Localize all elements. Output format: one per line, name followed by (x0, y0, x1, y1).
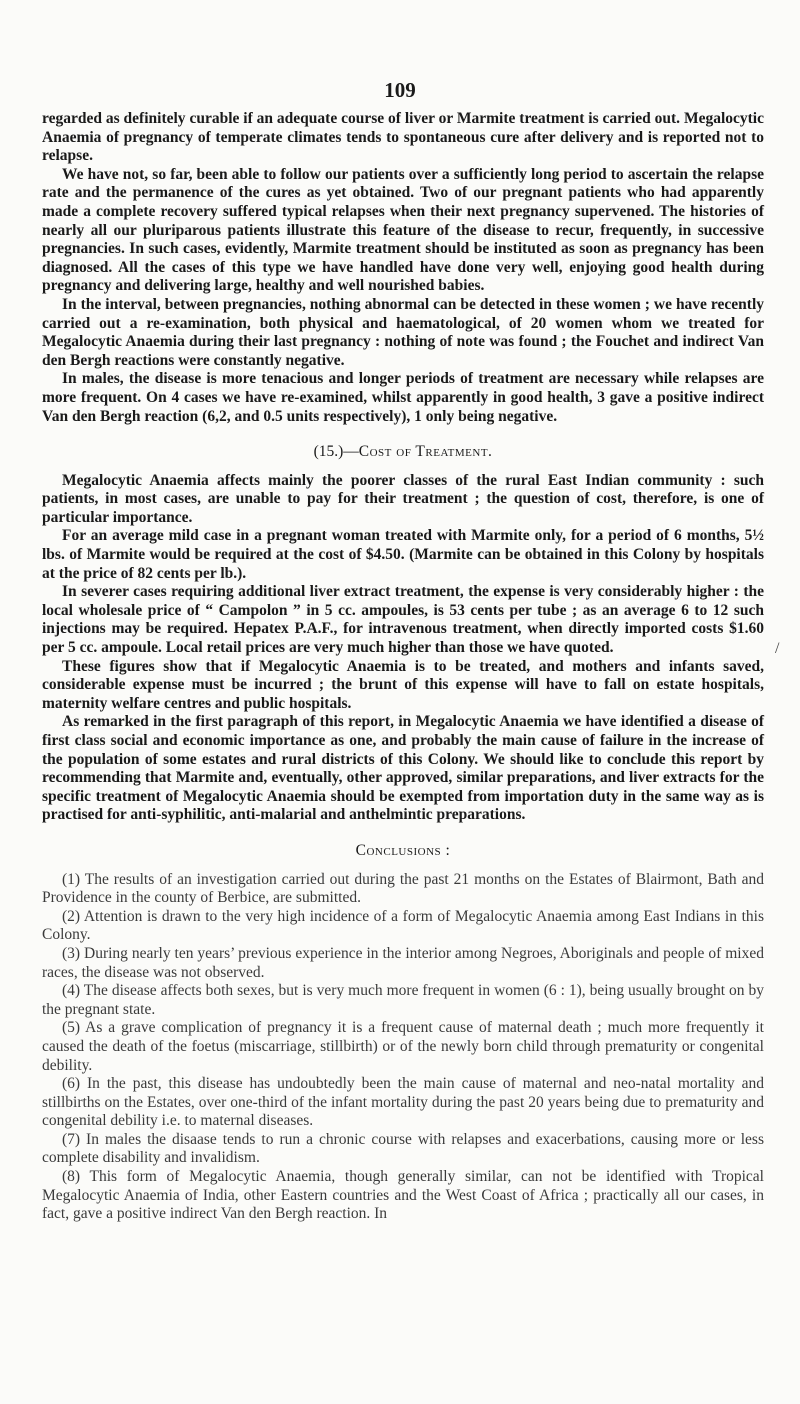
paragraph: As remarked in the first paragraph of this report, in Megalocytic Anaemia we have identified a disease of first class social and economic importance as one, and probably the main cause of failure in the increase of the population of some estates and rural districts of this Colony. We should like to conclude this report by recommending that Marmite and, eventually, other approved, similar preparations, and liver extracts for the specific treatment of Megalocytic Anaemia should be exempted from importation duty in the same way as is practised for anti-syphilitic, anti-malarial and anthelmintic preparations. (42, 713, 764, 824)
conclusion-item: (5) As a grave complication of pregnancy it is a frequent cause of maternal death ; much more frequently it caused the death of the foetus (miscarriage, stillbirth) or of the newly born child through prematurity or congenital debility. (42, 1019, 764, 1074)
page-number: 109 (384, 78, 416, 102)
opening-paragraphs (42, 110, 764, 426)
conclusion-item: (1) The results of an investigation carried out during the past 21 months on the Estates of Blairmont, Bath and Providence in the county of Berbice, are submitted. (42, 870, 764, 907)
conclusion-item: (2) Attention is drawn to the very high incidence of a form of Megalocytic Anaemia among East Indians in this Colony. (42, 907, 764, 944)
cost-paragraphs (42, 472, 764, 825)
paragraph: For an average mild case in a pregnant woman treated with Marmite only, for a period of 6 months, 5½ lbs. of Marmite would be required at the cost of $4.50. (Marmite can be obtained in this Colony by hospitals at the price of 82 cents per lb.). (42, 527, 764, 582)
section-title: Cost of Treatment. (358, 443, 493, 461)
paragraph: We have not, so far, been able to follow our patients over a sufficiently long period to ascertain the relapse rate and the permanence of the cures as yet obtained. Two of our pregnant patients who had apparently made a complete recovery suffered typical relapses when their next pregnancy supervened. The histories of nearly all our pluriparous patients illustrate this feature of the disease to recur, frequently, in successive pregnancies. In such cases, evidently, Marmite treatment should be instituted as soon as pregnancy has been diagnosed. All the cases of this type we have handled have done very well, enjoying good health during pregnancy and delivering large, healthy and well nourished babies. (42, 165, 764, 295)
page-body (42, 110, 764, 1224)
conclusions-list (42, 871, 764, 1224)
conclusion-item: (4) The disease affects both sexes, but is very much more frequent in women (6 : 1), being usually brought on by the pregnant state. (42, 982, 764, 1018)
conclusion-item: (8) This form of Megalocytic Anaemia, though generally similar, can not be identified with Tropical Megalocytic Anaemia of India, other Eastern countries and the West Coast of Africa ; practically all our cases, in fact, gave a positive indirect Van den Bergh reaction. In (42, 1168, 764, 1223)
paragraph: In severer cases requiring additional liver extract treatment, the expense is very considerably higher : the local wholesale price of “ Campolon ” in 5 cc. ampoules, is 53 cents per tube ; as an average 6 to 12 such injections may be required. Hepatex P.A.F., for intravenous treatment, when directly imported costs $1.60 per 5 cc. ampoule. Local retail prices are very much higher than those we have quoted. (42, 583, 764, 657)
paragraph: In males, the disease is more tenacious and longer periods of treatment are necessary while relapses are more frequent. On 4 cases we have re-examined, whilst apparently in good health, 3 gave a positive indirect Van den Bergh reaction (6,2, and 0.5 units respectively), 1 only being negative. (42, 370, 764, 425)
section-number: (15.)— (313, 443, 359, 461)
section-heading-conclusions: Conclusions : (355, 841, 451, 859)
conclusion-item: (3) During nearly ten years’ previous experience in the interior among Negroes, Aboriginals and people of mixed races, the disease was not observed. (42, 944, 764, 981)
paragraph: These figures show that if Megalocytic Anaemia is to be treated, and mothers and infants saved, considerable expense must be incurred ; the brunt of this expense will have to fall on estate hospitals, maternity welfare centres and public hospitals. (42, 657, 764, 712)
paragraph: In the interval, between pregnancies, nothing abnormal can be detected in these women ; we have recently carried out a re-examination, both physical and haematological, of 20 women whom we treated for Megalocytic Anaemia during their last pregnancy : nothing of note was found ; the Fouchet and indirect Van den Bergh reactions were constantly negative. (42, 295, 764, 369)
conclusion-item: (7) In males the disaase tends to run a chronic course with relapses and exacerbations, causing more or less complete disability and invalidism. (42, 1130, 764, 1167)
paragraph: regarded as definitely curable if an adequate course of liver or Marmite treatment is carried out. Megalocytic Anaemia of pregnancy of temperate climates tends to spontaneous cure after delivery and is reported not to relapse. (42, 110, 764, 165)
margin-pencil-mark: / (775, 640, 780, 657)
conclusion-item: (6) In the past, this disease has undoubtedly been the main cause of maternal and neo-natal mortality and stillbirths on the Estates, over one-third of the infant mortality during the past 20 years being due to prematurity and congenital debility i.e. to maternal diseases. (42, 1075, 764, 1130)
paragraph: Megalocytic Anaemia affects mainly the poorer classes of the rural East Indian community : such patients, in most cases, are unable to pay for their treatment ; the question of cost, therefore, is one of particular importance. (42, 471, 764, 526)
section-heading-cost (42, 443, 764, 462)
